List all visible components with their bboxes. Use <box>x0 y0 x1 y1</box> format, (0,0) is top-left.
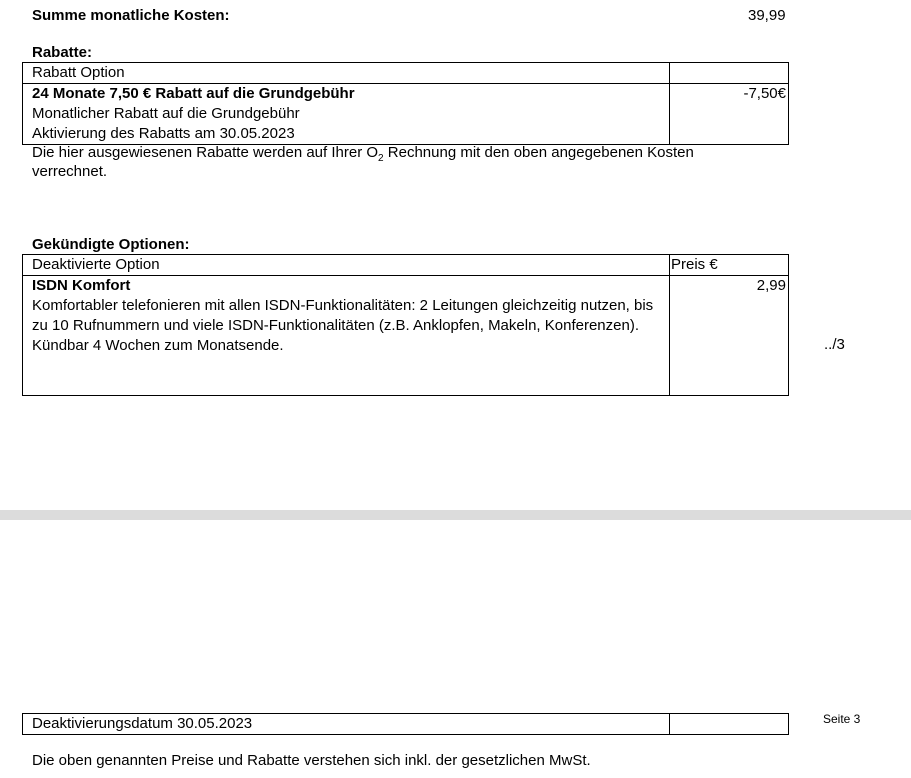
table-row <box>23 276 789 396</box>
rabatte-table-header-empty <box>670 63 789 84</box>
deactivation-empty <box>670 714 789 735</box>
rabatt-price: -7,50€ <box>670 84 789 145</box>
deactivation-date: Deaktivierungsdatum 30.05.2023 <box>23 714 670 735</box>
continuation-marker: ../3 <box>824 336 845 353</box>
option-title: ISDN Komfort <box>32 277 131 294</box>
monthly-costs-label: Summe monatliche Kosten: <box>32 7 230 24</box>
gekuendigt-table-header-option: Deaktivierte Option <box>23 255 670 276</box>
footer-note: Die oben genannten Preise und Rabatte verstehen sich inkl. der gesetzlichen MwSt. <box>32 752 591 769</box>
rabatte-table-header: Rabatt Option <box>23 63 670 84</box>
gekuendigt-table <box>22 254 789 396</box>
gekuendigt-row-cell <box>23 276 670 396</box>
gekuendigt-heading: Gekündigte Optionen: <box>32 236 190 253</box>
rabatte-note-line2: verrechnet. <box>32 163 108 180</box>
rabatte-table <box>22 62 789 145</box>
rabatte-note-pre: Die hier ausgewiesenen Rabatte werden auf Ihrer O <box>32 144 379 161</box>
option-price: 2,99 <box>670 276 789 396</box>
rabatte-note-sub: 2 <box>378 153 384 164</box>
rabatt-line2: Aktivierung des Rabatts am 30.05.2023 <box>32 125 295 142</box>
rabatte-note-post: Rechnung mit den oben angegebenen Kosten <box>383 144 694 161</box>
rabatte-heading: Rabatte: <box>32 44 93 61</box>
deactivation-table <box>22 713 789 735</box>
page-number: Seite 3 <box>823 712 861 726</box>
option-description: Komfortabler telefonieren mit allen ISDN-Funktionalitäten: 2 Leitungen gleichzeitig nutzen, bis zu 10 Rufnummern und viele ISDN-Funktionalitäten (z.B. Anklopfen, Makeln, Konferenzen). Kündbar 4 Wochen zum Monatsende. <box>32 297 654 354</box>
monthly-costs-value: 39,99 <box>748 7 786 24</box>
rabatt-title: 24 Monate 7,50 € Rabatt auf die Grundgebühr <box>32 85 355 102</box>
gekuendigt-table-header-price: Preis € <box>670 255 789 276</box>
table-row <box>23 84 789 145</box>
rabatt-line1: Monatlicher Rabatt auf die Grundgebühr <box>32 105 300 122</box>
page-separator <box>0 510 911 520</box>
rabatte-note-line1 <box>32 143 694 163</box>
rabatt-row-cell <box>23 84 670 145</box>
